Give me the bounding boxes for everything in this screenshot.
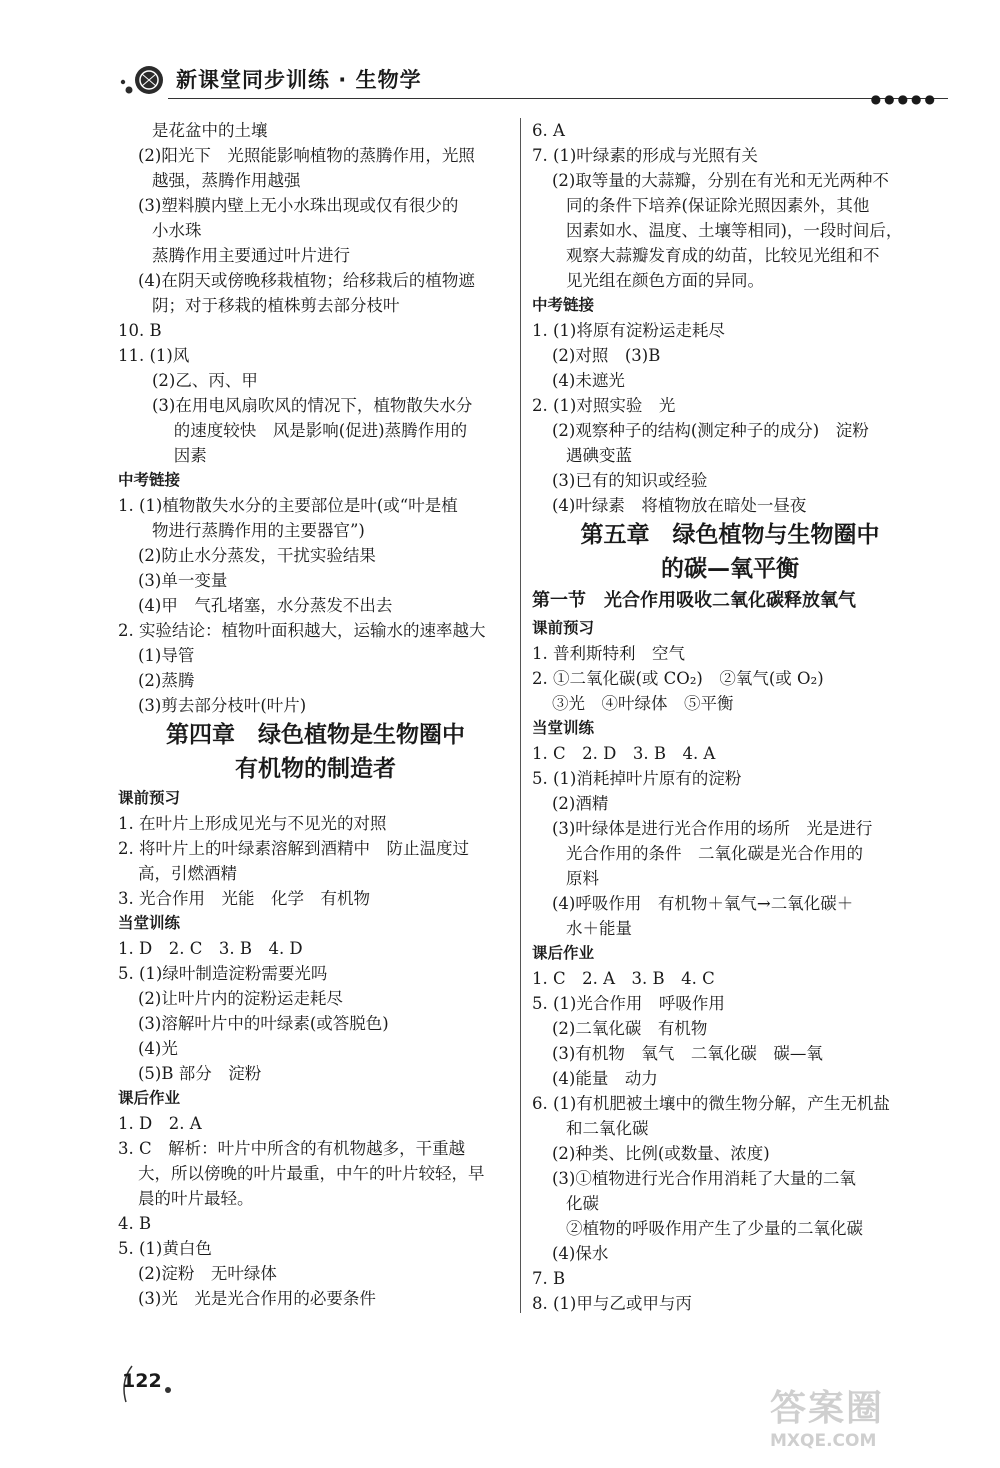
left-column — [118, 118, 513, 1311]
answer-line: 和二氧化碳 — [566, 1119, 649, 1138]
answer-line: (3)塑料膜内壁上无小水珠出现或仅有很少的 — [138, 196, 459, 215]
answer-line: 因素如水、温度、土壤等相同)，一段时间后， — [566, 221, 903, 240]
section-label: 中考链接 — [118, 471, 181, 489]
answer-line: 8. (1)甲与乙或甲与丙 — [532, 1294, 692, 1313]
answer-line: 阴；对于移栽的植株剪去部分枝叶 — [152, 296, 400, 315]
answer-line: 6. (1)有机肥被土壤中的微生物分解，产生无机盐 — [532, 1094, 890, 1113]
answer-line: 蒸腾作用主要通过叶片进行 — [152, 246, 350, 265]
answer-line: 1. (1)植物散失水分的主要部位是叶(或“叶是植 — [118, 496, 458, 515]
answer-line: 4. B — [118, 1214, 152, 1233]
answer-line: (2)乙、丙、甲 — [152, 371, 258, 390]
answer-line: (2)蒸腾 — [138, 671, 195, 690]
answer-line: 5. (1)消耗掉叶片原有的淀粉 — [532, 769, 742, 788]
answer-line: (2)酒精 — [552, 794, 609, 813]
answer-line: (3)光 光是光合作用的必要条件 — [138, 1289, 376, 1308]
answer-line: 的速度较快 风是影响(促进)蒸腾作用的 — [152, 421, 468, 440]
answer-line: (4)呼吸作用 有机物＋氧气→二氧化碳＋ — [552, 894, 854, 913]
book-logo-icon — [118, 60, 168, 100]
answer-line: 6. A — [532, 121, 565, 140]
answer-line: (2)种类、比例(或数量、浓度) — [552, 1144, 770, 1163]
answer-line: 同的条件下培养(保证除光照因素外，其他 — [566, 196, 870, 215]
answer-line: 1. C 2. A 3. B 4. C — [532, 969, 715, 988]
answer-line: 2. 实验结论：植物叶面积越大，运输水的速率越大 — [118, 621, 486, 640]
answer-line: (1)导管 — [138, 646, 195, 665]
answer-line: (3)叶绿体是进行光合作用的场所 光是进行 — [552, 819, 873, 838]
answer-line: 5. (1)绿叶制造淀粉需要光吗 — [118, 964, 328, 983]
answer-line: (4)能量 动力 — [552, 1069, 658, 1088]
column-divider — [520, 118, 521, 1313]
answer-line: 1. D 2. C 3. B 4. D — [118, 939, 303, 958]
answer-line: (5)B 部分 淀粉 — [138, 1064, 262, 1083]
watermark — [770, 1380, 970, 1450]
answer-line: (3)已有的知识或经验 — [552, 471, 708, 490]
section-label: 中考链接 — [532, 296, 595, 314]
answer-line: 水＋能量 — [566, 919, 632, 938]
answer-line: 2. (1)对照实验 光 — [532, 396, 676, 415]
answer-line: 化碳 — [566, 1194, 599, 1213]
answer-line: (3)剪去部分枝叶(叶片) — [138, 696, 307, 715]
section-label: 课后作业 — [118, 1089, 181, 1107]
answer-line: (3)在用电风扇吹风的情况下，植物散失水分 — [152, 396, 473, 415]
answer-line: 是花盆中的土壤 — [152, 121, 268, 140]
section-label: 课后作业 — [532, 944, 595, 962]
answer-line: (4)光 — [138, 1039, 178, 1058]
header-dots-icon: ●●●●● — [870, 92, 938, 106]
watermark-url: MXQE.COM — [770, 1431, 877, 1451]
chapter-title: 第四章 绿色植物是生物圈中 — [166, 722, 465, 748]
answer-line: 光合作用的条件 二氧化碳是光合作用的 — [566, 844, 863, 863]
answer-line: (3)溶解叶片中的叶绿素(或答脱色) — [138, 1014, 389, 1033]
section-label: 当堂训练 — [532, 719, 595, 737]
answer-line: 高，引燃酒精 — [138, 864, 237, 883]
answer-line: 物进行蒸腾作用的主要器官”) — [152, 521, 365, 540]
answer-line: 见光组在颜色方面的异同。 — [566, 271, 764, 290]
answer-line: 2. 将叶片上的叶绿素溶解到酒精中 防止温度过 — [118, 839, 469, 858]
answer-line: 越强，蒸腾作用越强 — [152, 171, 301, 190]
answer-line: (4)在阴天或傍晚移栽植物；给移栽后的植物遮 — [138, 271, 475, 290]
watermark-logo-text: 答案圈 — [770, 1388, 885, 1429]
page-header — [118, 56, 938, 106]
answer-line: (4)未遮光 — [552, 371, 625, 390]
answer-line: (2)观察种子的结构(测定种子的成分) 淀粉 — [552, 421, 869, 440]
answer-line: 1. D 2. A — [118, 1114, 202, 1133]
page-number-badge — [118, 1352, 178, 1412]
answer-line: (3)①植物进行光合作用消耗了大量的二氧 — [552, 1169, 856, 1188]
answer-line: 原料 — [566, 869, 599, 888]
answer-line: 大，所以傍晚的叶片最重，中午的叶片较轻，早 — [138, 1164, 485, 1183]
answer-line: (2)淀粉 无叶绿体 — [138, 1264, 277, 1283]
answer-line: 10. B — [118, 321, 162, 340]
section-label: 课前预习 — [532, 619, 595, 637]
answer-line: 1. 在叶片上形成见光与不见光的对照 — [118, 814, 387, 833]
answer-line: 3. C 解析：叶片中所含的有机物越多，干重越 — [118, 1139, 466, 1158]
answer-line: (2)对照 (3)B — [552, 346, 661, 365]
answer-line: ②植物的呼吸作用产生了少量的二氧化碳 — [566, 1219, 863, 1238]
header-title: 新课堂同步训练 · 生物学 — [176, 68, 422, 92]
answer-line: 1. 普利斯特利 空气 — [532, 644, 685, 663]
answer-line: (4)甲 气孔堵塞，水分蒸发不出去 — [138, 596, 393, 615]
answer-line: 7. B — [532, 1269, 566, 1288]
answer-line: (2)二氧化碳 有机物 — [552, 1019, 708, 1038]
answer-line: 11. (1)风 — [118, 346, 190, 365]
answer-line: (3)有机物 氧气 二氧化碳 碳—氧 — [552, 1044, 823, 1063]
answer-line: 7. (1)叶绿素的形成与光照有关 — [532, 146, 758, 165]
answer-line: ③光 ④叶绿体 ⑤平衡 — [552, 694, 734, 713]
section-label: 当堂训练 — [118, 914, 181, 932]
answer-line: 观察大蒜瓣发育成的幼苗，比较见光组和不 — [566, 246, 880, 265]
answer-line: 遇碘变蓝 — [566, 446, 632, 465]
answer-line: (2)阳光下 光照能影响植物的蒸腾作用，光照 — [138, 146, 475, 165]
answer-line: (3)单一变量 — [138, 571, 228, 590]
page-number: 122 — [122, 1370, 162, 1392]
answer-line: (2)取等量的大蒜瓣，分别在有光和无光两种不 — [552, 171, 889, 190]
answer-line: 5. (1)黄白色 — [118, 1239, 212, 1258]
answer-line: 3. 光合作用 光能 化学 有机物 — [118, 889, 370, 908]
answer-line: (4)保水 — [552, 1244, 609, 1263]
section-title: 第一节 光合作用吸收二氧化碳释放氧气 — [532, 590, 856, 611]
chapter-title: 的碳—氧平衡 — [661, 556, 799, 582]
answer-line: (4)叶绿素 将植物放在暗处一昼夜 — [552, 496, 807, 515]
section-label: 课前预习 — [118, 789, 181, 807]
answer-line: (2)防止水分蒸发，干扰实验结果 — [138, 546, 376, 565]
answer-line: 5. (1)光合作用 呼吸作用 — [532, 994, 725, 1013]
chapter-title: 第五章 绿色植物与生物圈中 — [580, 522, 880, 548]
answer-line: 1. (1)将原有淀粉运走耗尽 — [532, 321, 725, 340]
answer-line: 因素 — [152, 446, 207, 465]
answer-line: 小水珠 — [152, 221, 202, 240]
chapter-title: 有机物的制造者 — [235, 756, 396, 782]
answer-line: (2)让叶片内的淀粉运走耗尽 — [138, 989, 343, 1008]
answer-line: 晨的叶片最轻。 — [138, 1189, 254, 1208]
right-column — [532, 118, 928, 1316]
answer-line: 2. ①二氧化碳(或 CO₂) ②氧气(或 O₂) — [532, 669, 824, 688]
header-rule — [168, 98, 948, 99]
answer-line: 1. C 2. D 3. B 4. A — [532, 744, 716, 763]
